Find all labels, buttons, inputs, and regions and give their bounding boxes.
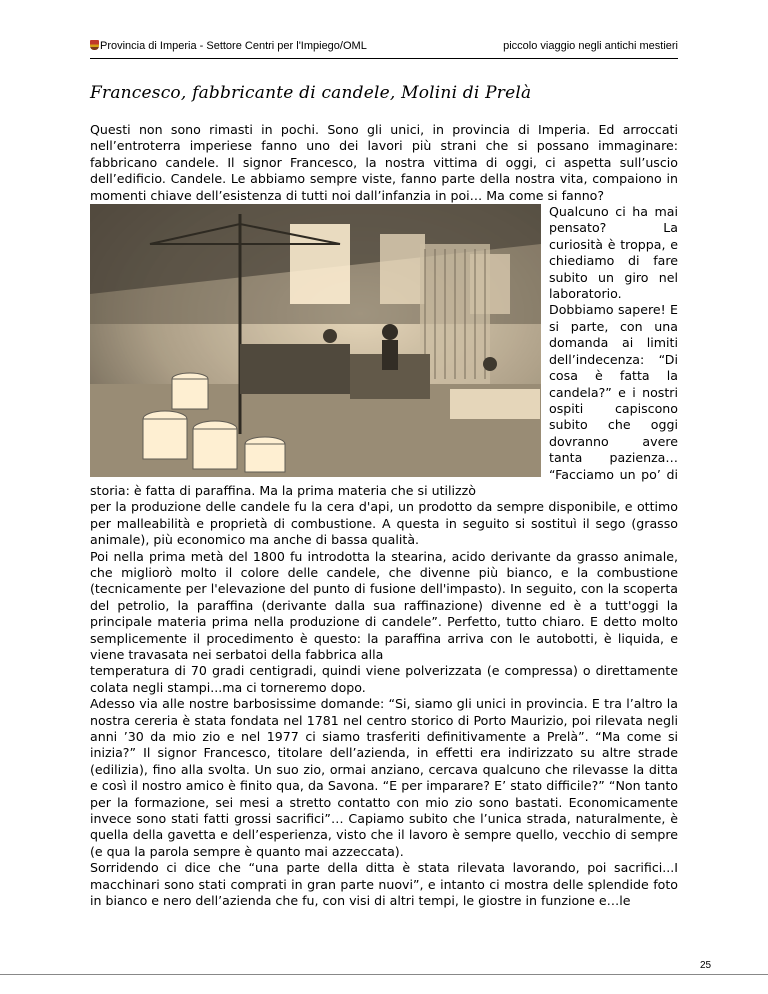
paragraph-1: per la produzione delle candele fu la cera d'api, un prodotto da sempre disponibile, e ottimo per malleabilità e proprietà di combustione. A questa in seguito si sostituì il sego (grasso animale), più economico ma anche di bassa qualità. xyxy=(90,499,678,548)
page-number: 25 xyxy=(700,960,712,971)
article-body xyxy=(90,122,678,910)
factory-photo xyxy=(90,204,541,477)
factory-photo-illustration xyxy=(90,204,541,477)
paragraph-2: Poi nella prima metà del 1800 fu introdotta la stearina, acido derivante da grasso animale, che migliorò molto il colore delle candele, che divenne più bianco, e la combustione (tecnicamente per l'elevazione del punto di fusione dell'impasto). In seguito, con la scoperta del petrolio, la paraffina (derivante dalla sua raffinazione) divenne ed è a tutt'oggi la principale materia prima nella produzione di candele”. Perfetto, tutto chiaro. E detto molto semplicemente il procedimento è questo: la paraffina arriva con le autobotti, è liquida, e viene travasata nei serbatoi della fabbrica alla xyxy=(90,548,678,662)
paragraph-3: temperatura di 70 gradi centigradi, quindi viene polverizzata (e compressa) o direttamente colata negli stampi...ma ci torneremo dopo. xyxy=(90,663,678,695)
footer-divider xyxy=(0,974,768,975)
paragraph-intro: Questi non sono rimasti in pochi. Sono gli unici, in provincia di Imperia. Ed arroccati nell’entroterra imperiese fanno uno dei lavori più strani che si possano immaginare: fabbricano candele. Il signor Francesco, la nostra vittima di oggi, ci aspetta sull’uscio dell’edificio. Candele. Le abbiamo sempre viste, fanno parte della nostra vita, compaiono in momenti chiave dell’esistenza di tutti noi dall’infanzia in poi… Ma come si fanno? xyxy=(90,122,678,203)
article-title: Francesco, fabbricante di candele, Molini di Prelà xyxy=(90,83,532,103)
page-header xyxy=(90,36,678,59)
header-right-text: piccolo viaggio negli antichi mestieri xyxy=(503,40,678,52)
paragraph-beside-photo: Qualcuno ci ha mai pensato? La curiosità è troppa, e chiediamo di fare subito un giro nel laboratorio. Dobbiamo sapere! E si parte, con una domanda ai limiti dell’indecenza: “Di cosa è fatta la candela?” e i nostri ospiti capiscono subito che oggi dovranno avere tanta pazienza… “Facciamo un po’ di storia: è fatta di paraffina. Ma la prima materia che si utilizzò xyxy=(90,204,678,498)
paragraph-5: Sorridendo ci dice che “una parte della ditta è stata rilevata lavorando, poi sacrifici...I macchinari sono stati comprati in gran parte nuovi”, e intanto ci mostra delle splendide foto in bianco e nero dell’azienda che fu, con visi di altri tempi, le giostre in funzione e…le xyxy=(90,860,678,909)
province-crest-icon xyxy=(90,40,99,50)
paragraph-4: Adesso via alle nostre barbosissime domande: “Si, siamo gli unici in provincia. E tra l’altro la nostra cereria è stata fondata nel 1781 nel centro storico di Porto Maurizio, poi rilevata negli anni ’30 da mio zio e nel 1977 ci siamo trasferiti definitivamente a Prelà”. “Ma come si inizia?” Il signor Francesco, titolare dell’azienda, in effetti era indirizzato su altre strade (edilizia), fino alla svolta. Un suo zio, ormai anziano, cercava qualcuno che rilevasse la ditta e così il nostro amico è finito qua, da Savona. “E per imparare? E’ stato difficile?” “Non tanto per la formazione, sei mesi a stretto contatto con mio zio sono bastati. Economicamente invece sono stati fatti grossi sacrifici”… Capiamo subito che l’unica strada, naturalmente, è quella della gavetta e dell’esperienza, visto che il lavoro è sempre quello, vecchio di sempre (e qua la parola sempre è quanto mai azzeccata). xyxy=(90,696,678,859)
header-left xyxy=(90,40,367,52)
header-left-text: Provincia di Imperia - Settore Centri per l'Impiego/OML xyxy=(100,40,367,52)
